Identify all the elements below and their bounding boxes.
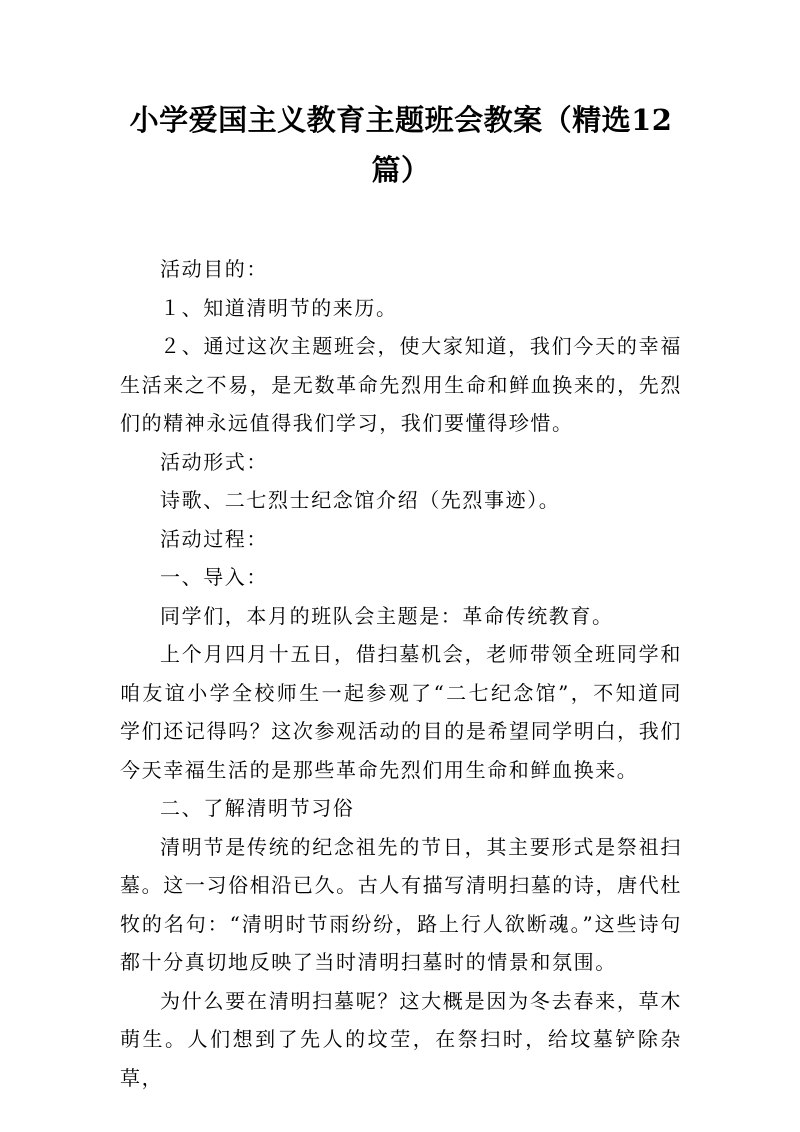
paragraph-section-customs-heading: 二、了解清明节习俗 bbox=[160, 796, 355, 820]
paragraph-goal-1: １、知道清明节的来历。 bbox=[160, 295, 398, 320]
document-title: 小学爱国主义教育主题班会教案（精选12篇） bbox=[129, 103, 673, 187]
paragraph-activity-form-heading: 活动形式： bbox=[160, 449, 268, 474]
paragraph-activity-goal-heading: 活动目的： bbox=[160, 257, 268, 281]
paragraph-customs-1: 清明节是传统的纪念祖先的节日，其主要形式是祭祖扫墓。这一习俗相沿已久。古人有描写清明扫墓的诗，唐代杜牧的名句：“清明时节雨纷纷，路上行人欲断魂。”这些诗句都十分真切地反映了当时清明扫墓时的情景和氛围。 bbox=[120, 834, 682, 974]
paragraph-activity-process-heading: 活动过程： bbox=[160, 526, 268, 551]
paragraph-goal-2: ２、通过这次主题班会，使大家知道，我们今天的幸福生活来之不易，是无数革命先烈用生命和鲜血换来的，先烈们的精神永远值得我们学习，我们要懂得珍惜。 bbox=[120, 334, 682, 435]
paragraph-section-intro-heading: 一、导入： bbox=[160, 565, 268, 589]
paragraph-intro-2: 上个月四月十五日，借扫墓机会，老师带领全班同学和咱友谊小学全校师生一起参观了“二七纪念馆”，不知道同学们还记得吗？这次参观活动的目的是希望同学明白，我们今天幸福生活的是那些革命先烈们用生命和鲜血换来。 bbox=[120, 642, 682, 782]
paragraph-intro-1: 同学们，本月的班队会主题是：革命传统教育。 bbox=[160, 603, 614, 628]
document-body bbox=[120, 250, 682, 1097]
paragraph-activity-form: 诗歌、二七烈士纪念馆介绍（先烈事迹）。 bbox=[160, 488, 561, 512]
paragraph-customs-2: 为什么要在清明扫墓呢？这大概是因为冬去春来，草木萌生。人们想到了先人的坟茔，在祭扫时，给坟墓铲除杂草， bbox=[120, 988, 682, 1090]
